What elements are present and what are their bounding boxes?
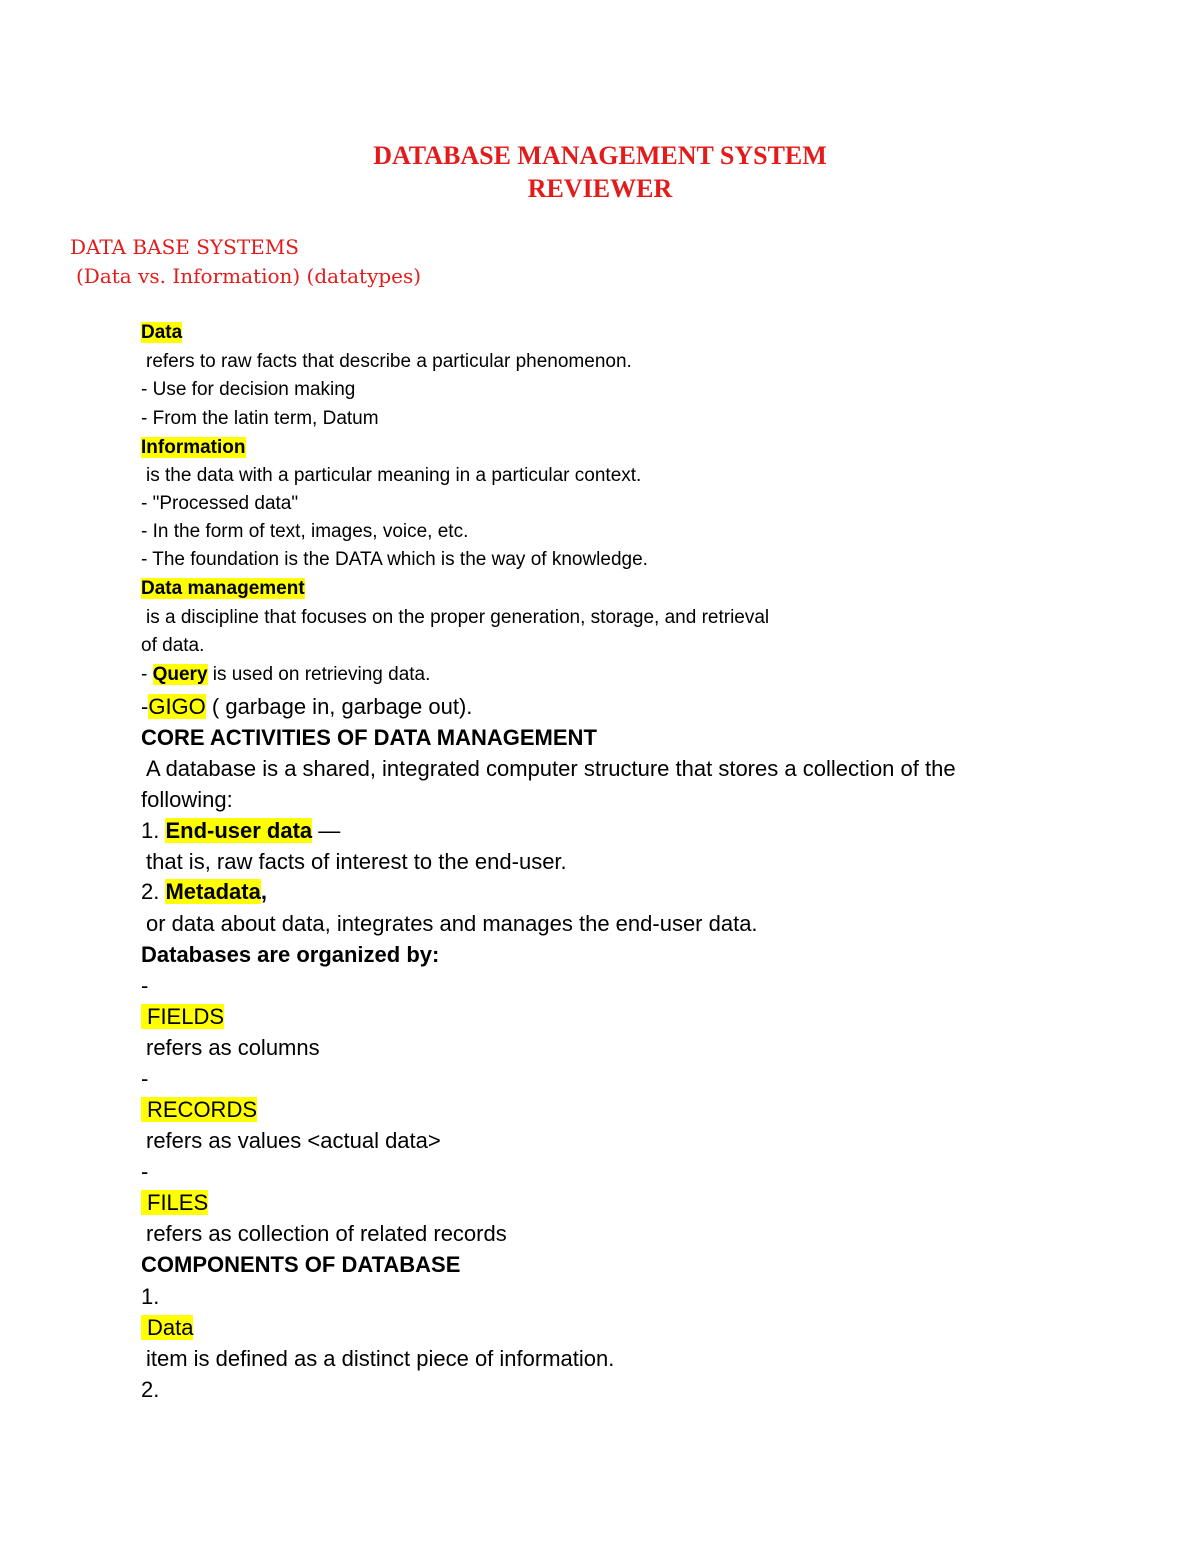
dash: - (141, 664, 153, 685)
doc-title-line1: DATABASE MANAGEMENT SYSTEM (373, 141, 827, 170)
component-data-term: Data (141, 1315, 193, 1340)
data-term: Data (141, 322, 183, 343)
item2-number: 2. (141, 879, 166, 904)
core-heading: CORE ACTIVITIES OF DATA MANAGEMENT (141, 725, 597, 750)
component-number-1: 1. (141, 1284, 160, 1309)
core-definition-1: A database is a shared, integrated computer structure that stores a collection of the (146, 756, 956, 781)
data-definition: refers to raw facts that describe a particular phenomenon. (146, 351, 632, 372)
info-definition: is the data with a particular meaning in a particular context. (146, 465, 642, 486)
dm-term-line (141, 579, 305, 598)
dm-term: Data management (141, 578, 305, 599)
records-definition: refers as values <actual data> (146, 1128, 441, 1153)
records-term: RECORDS (141, 1097, 257, 1122)
item1-line (141, 820, 340, 842)
item1-number: 1. (141, 818, 166, 843)
component-data-definition: item is defined as a distinct piece of information. (146, 1346, 615, 1371)
info-bullet-1: - "Processed data" (141, 493, 299, 514)
query-term: Query (152, 664, 208, 685)
info-term-line (141, 438, 246, 457)
item2-comma: , (260, 879, 267, 904)
item2-line (141, 881, 267, 903)
doc-title-line2: REVIEWER (527, 174, 673, 203)
records-line (141, 1099, 257, 1121)
data-term-line (141, 323, 182, 342)
dash: - (141, 694, 149, 719)
files-line (141, 1192, 208, 1214)
info-bullet-3: - The foundation is the DATA which is the way of knowledge. (141, 549, 648, 570)
item1-definition: that is, raw facts of interest to the end-user. (146, 849, 567, 874)
data-bullet-2: - From the latin term, Datum (141, 408, 379, 429)
fields-definition: refers as columns (146, 1035, 320, 1060)
fields-term: FIELDS (141, 1004, 224, 1029)
org-dash-2: - (141, 1066, 149, 1091)
item1-dash: — (312, 818, 341, 843)
dm-definition-1: is a discipline that focuses on the proper generation, storage, and retrieval (146, 607, 770, 628)
item2-definition: or data about data, integrates and manages the end-user data. (146, 911, 758, 936)
section-title: DATA BASE SYSTEMS (70, 235, 299, 259)
data-bullet-1: - Use for decision making (141, 379, 356, 400)
fields-line (141, 1006, 224, 1028)
item1-term: End-user data (165, 818, 313, 843)
info-term: Information (141, 437, 246, 458)
org-dash-1: - (141, 973, 149, 998)
core-definition-2: following: (141, 787, 233, 812)
info-bullet-2: - In the form of text, images, voice, etc. (141, 521, 469, 542)
gigo-rest: ( garbage in, garbage out). (205, 694, 473, 719)
components-heading: COMPONENTS OF DATABASE (141, 1252, 461, 1277)
dm-definition-2: of data. (141, 635, 205, 656)
query-line (141, 665, 430, 684)
gigo-term: GIGO (148, 694, 206, 719)
org-heading: Databases are organized by: (141, 942, 440, 967)
component-data-line (141, 1317, 193, 1339)
org-dash-3: - (141, 1159, 149, 1184)
component-number-2: 2. (141, 1377, 160, 1402)
files-definition: refers as collection of related records (146, 1221, 507, 1246)
item2-term: Metadata (165, 879, 261, 904)
files-term: FILES (141, 1190, 208, 1215)
section-subtitle: (Data vs. Information) (datatypes) (76, 264, 422, 288)
query-rest: is used on retrieving data. (207, 664, 431, 685)
gigo-line (141, 696, 472, 718)
